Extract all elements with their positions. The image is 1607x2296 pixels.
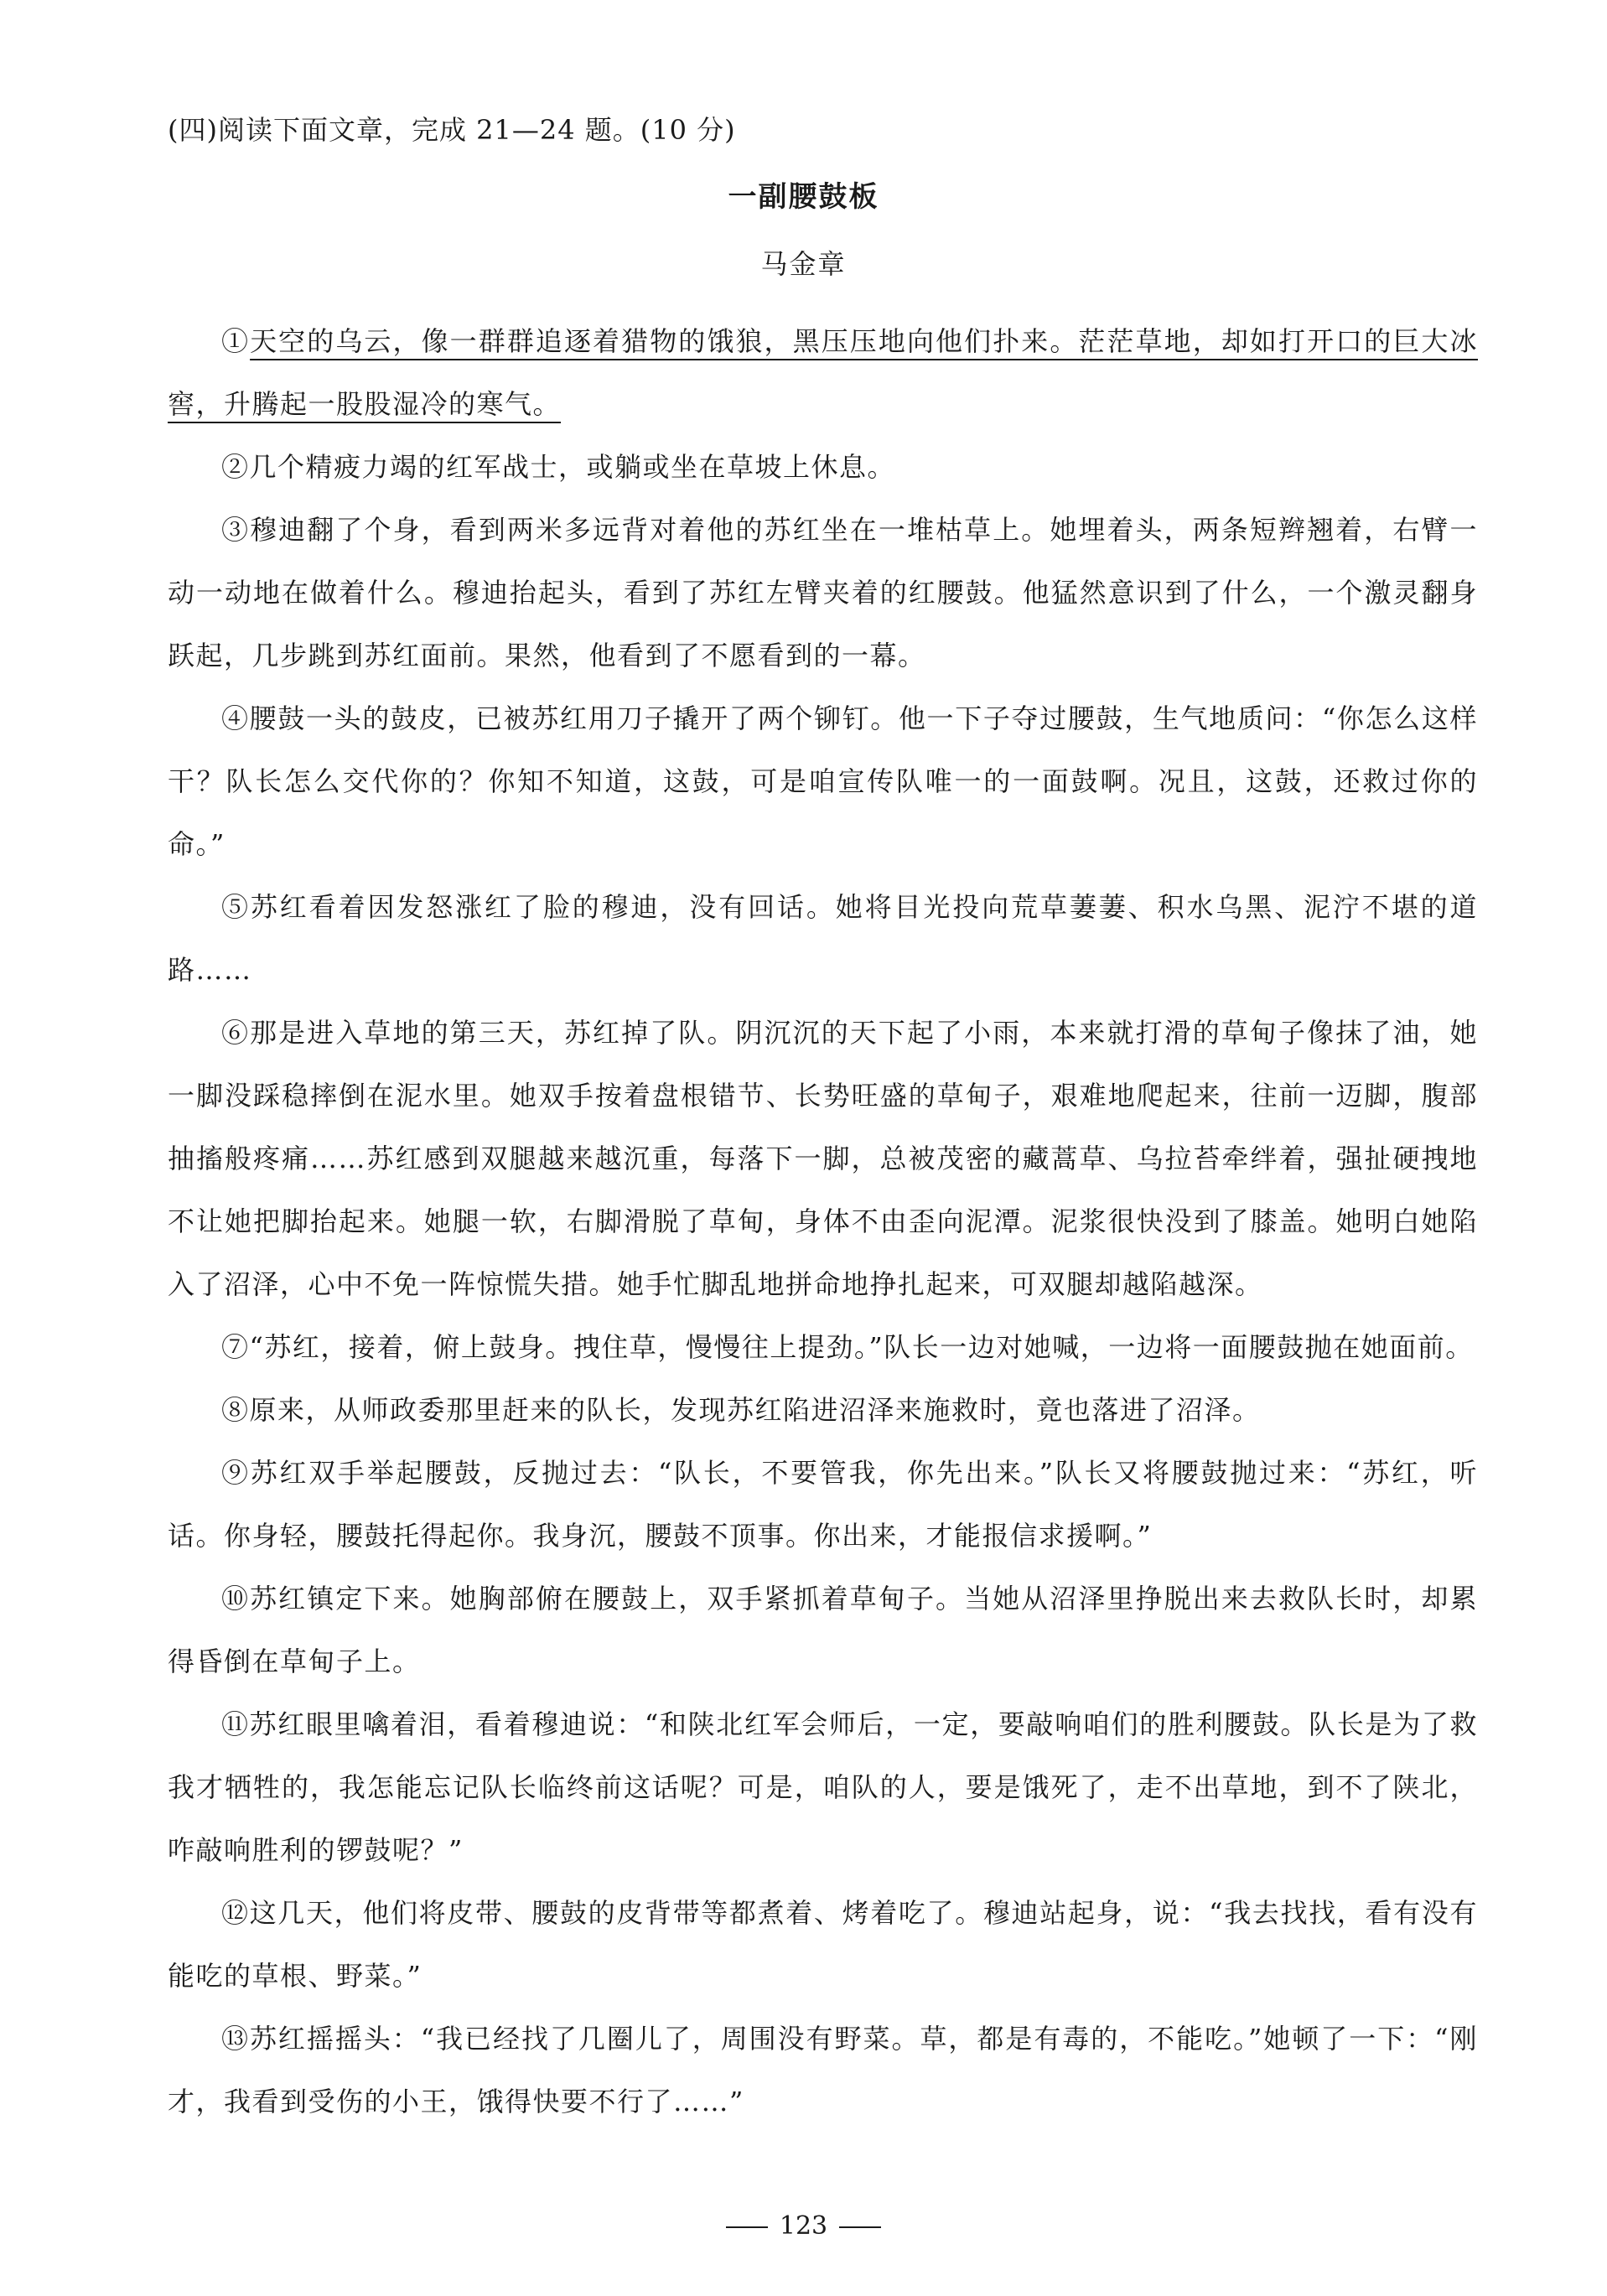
- paragraph-text: 几个精疲力竭的红军战士，或躺或坐在草坡上休息。: [249, 451, 896, 483]
- paragraph-11: [168, 1693, 1478, 1882]
- paragraph-number: ⑩: [221, 1583, 251, 1614]
- paragraph-number: ②: [221, 451, 250, 483]
- paragraph-4: [168, 687, 1478, 876]
- paragraph-number: ⑨: [221, 1457, 251, 1489]
- paragraph-number: ③: [221, 514, 251, 546]
- paragraph-text: 苏红眼里噙着泪，看着穆迪说：“和陕北红军会师后，一定，要敲响咱们的胜利腰鼓。队长是为了救我才牺牲的，我怎能忘记队长临终前这话呢？可是，咱队的人，要是饿死了，走不出草地，到不了陕北，咋敲响胜利的锣鼓呢？”: [168, 1708, 1478, 1866]
- paragraph-text: 穆迪翻了个身，看到两米多远背对着他的苏红坐在一堆枯草上。她埋着头，两条短辫翘着，右臂一动一动地在做着什么。穆迪抬起头，看到了苏红左臂夹着的红腰鼓。他猛然意识到了什么，一个激灵翻身跃起，几步跳到苏红面前。果然，他看到了不愿看到的一幕。: [168, 514, 1478, 671]
- paragraph-text: 原来，从师政委那里赶来的队长，发现苏红陷进沼泽来施救时，竟也落进了沼泽。: [249, 1394, 1261, 1426]
- page-number: 123: [779, 2211, 828, 2241]
- paragraph-number: ⑦: [221, 1331, 250, 1363]
- paragraph-number: ⑬: [221, 2023, 250, 2055]
- question-instruction: (四)阅读下面文章，完成 21—24 题。(10 分): [168, 114, 736, 146]
- paragraph-text: 苏红镇定下来。她胸部俯在腰鼓上，双手紧抓着草甸子。当她从沼泽里挣脱出来去救队长时，却累得昏倒在草甸子上。: [168, 1583, 1478, 1677]
- paragraph-1: [168, 310, 1478, 436]
- paragraph-12: [168, 1882, 1478, 2008]
- paragraph-5: [168, 876, 1478, 1002]
- paragraph-text: 这几天，他们将皮带、腰鼓的皮背带等都煮着、烤着吃了。穆迪站起身，说：“我去找找，看有没有能吃的草根、野菜。”: [168, 1897, 1478, 1992]
- paragraph-text: 腰鼓一头的鼓皮，已被苏红用刀子撬开了两个铆钉。他一下子夺过腰鼓，生气地质问：“你怎么这样干？队长怎么交代你的？你知不知道，这鼓，可是咱宣传队唯一的一面鼓啊。况且，这鼓，还救过你的命。”: [168, 702, 1478, 860]
- paragraph-6: [168, 1002, 1478, 1316]
- paragraph-number: ④: [221, 702, 250, 734]
- paragraph-text: “苏红，接着，俯上鼓身。拽住草，慢慢往上提劲。”队长一边对她喊，一边将一面腰鼓抛在她面前。: [249, 1331, 1474, 1363]
- paragraph-number: ⑫: [221, 1897, 250, 1929]
- paragraph-13: [168, 2008, 1478, 2133]
- paragraph-3: [168, 499, 1478, 687]
- paragraph-text: 苏红双手举起腰鼓，反抛过去：“队长，不要管我，你先出来。”队长又将腰鼓抛过来：“苏红，听话。你身轻，腰鼓托得起你。我身沉，腰鼓不顶事。你出来，才能报信求援啊。”: [168, 1457, 1478, 1552]
- paragraph-number: ⑧: [221, 1394, 250, 1426]
- paragraph-2: [168, 436, 1478, 499]
- underlined-sentence: 天空的乌云，像一群群追逐着猎物的饿狼，黑压压地向他们扑来。茫茫草地，却如打开口的巨大冰窖，升腾起一股股湿冷的寒气。: [168, 325, 1478, 420]
- article-body: [168, 310, 1478, 2133]
- paragraph-number: ①: [221, 325, 251, 357]
- paragraph-text: 苏红看着因发怒涨红了脸的穆迪，没有回话。她将目光投向荒草萋萋、积水乌黑、泥泞不堪的道路……: [168, 891, 1478, 986]
- paragraph-7: [168, 1316, 1478, 1379]
- paragraph-number: ⑤: [221, 891, 251, 923]
- article-title: 一副腰鼓板: [728, 180, 879, 214]
- paragraph-number: ⑪: [221, 1708, 250, 1740]
- footer-dash-left: [726, 2226, 768, 2228]
- article-author: 马金章: [760, 248, 847, 280]
- footer-dash-right: [839, 2226, 881, 2228]
- paragraph-8: [168, 1379, 1478, 1442]
- paragraph-text: 苏红摇摇头：“我已经找了几圈儿了，周围没有野菜。草，都是有毒的，不能吃。”她顿了一下：“刚才，我看到受伤的小王，饿得快要不行了……”: [168, 2023, 1478, 2117]
- paragraph-text: 那是进入草地的第三天，苏红掉了队。阴沉沉的天下起了小雨，本来就打滑的草甸子像抹了油，她一脚没踩稳摔倒在泥水里。她双手按着盘根错节、长势旺盛的草甸子，艰难地爬起来，往前一迈脚，腹部抽搐般疼痛……苏红感到双腿越来越沉重，每落下一脚，总被茂密的藏蒿草、乌拉苔牵绊着，强扯硬拽地不让她把脚抬起来。她腿一软，右脚滑脱了草甸，身体不由歪向泥潭。泥浆很快没到了膝盖。她明白她陷入了沼泽，心中不免一阵惊慌失措。她手忙脚乱地拼命地挣扎起来，可双腿却越陷越深。: [168, 1017, 1478, 1300]
- paragraph-10: [168, 1568, 1478, 1693]
- paragraph-9: [168, 1442, 1478, 1568]
- paragraph-number: ⑥: [221, 1017, 251, 1049]
- page-footer: [0, 2210, 1607, 2243]
